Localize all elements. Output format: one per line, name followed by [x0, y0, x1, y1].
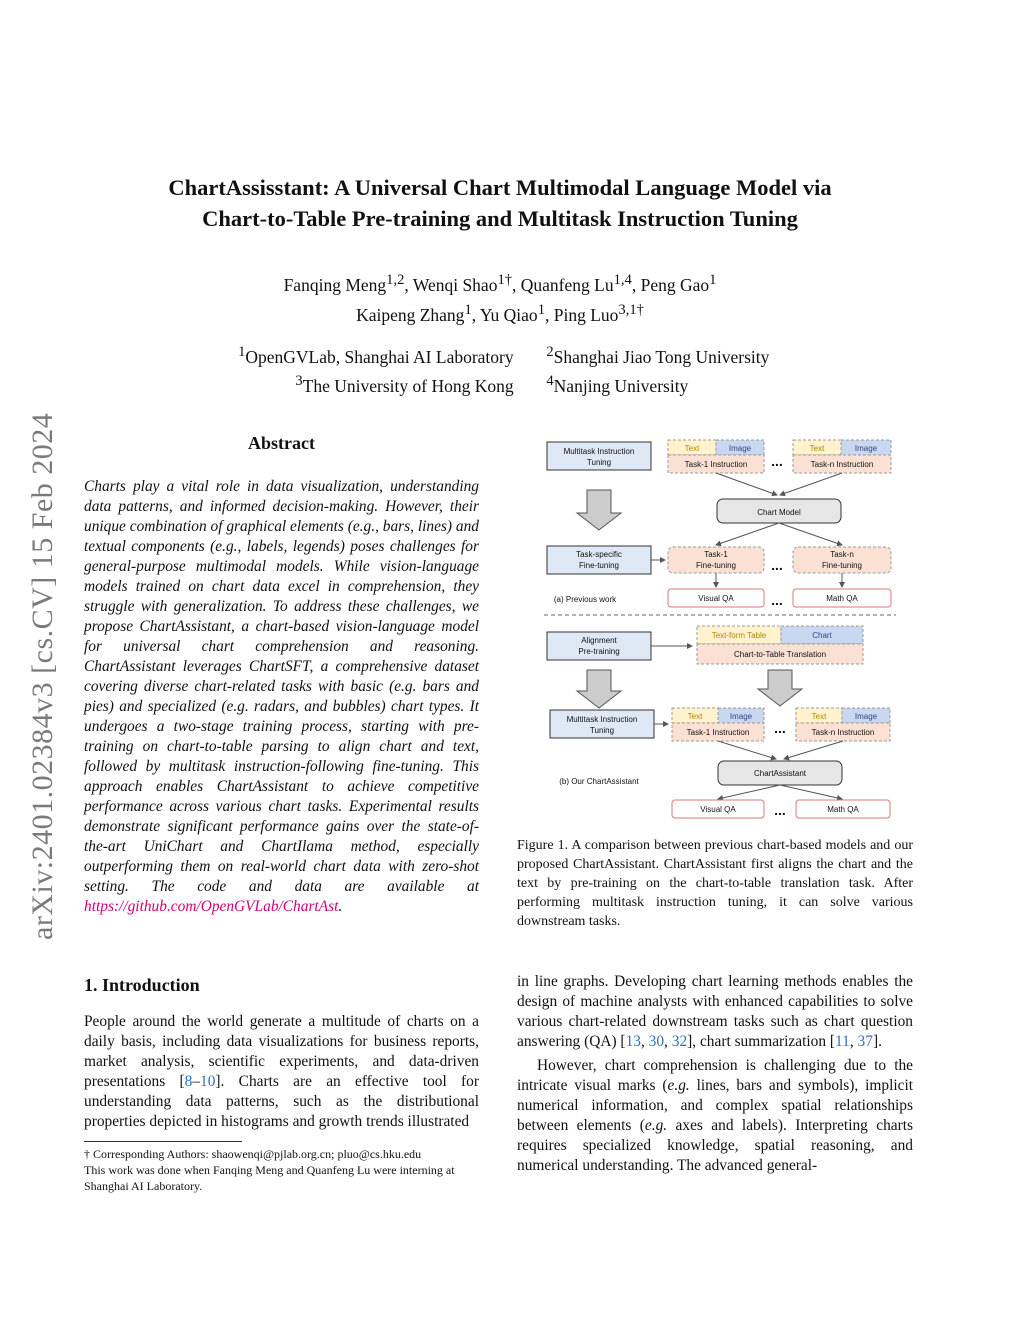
fig-label: Task-1 Instruction — [684, 460, 748, 469]
fig-label: Text — [687, 712, 703, 721]
intro-text: However, chart comprehension is challenging due to the intricate visual marks ( — [517, 1057, 913, 1094]
affiliation: The University of Hong Kong — [302, 375, 514, 396]
fig-label: Chart-to-Table Translation — [733, 650, 827, 659]
author: Ping Luo — [553, 304, 619, 325]
fig-label: ChartAssistant — [753, 769, 807, 778]
footnote-rule — [84, 1141, 242, 1142]
fig-ellipsis: ... — [774, 802, 786, 818]
figure-1 — [540, 435, 900, 825]
fig-label: Tuning — [586, 458, 612, 467]
fig-label: Chart — [812, 631, 832, 640]
eg: e.g. — [644, 1117, 668, 1134]
footnotes — [84, 1146, 482, 1194]
fig-label: Text — [809, 444, 825, 453]
fig-label: Task-specific — [576, 550, 622, 559]
big-down-arrow — [577, 670, 621, 708]
intro-text: ]. — [872, 1033, 882, 1050]
fig-ellipsis: ... — [771, 592, 783, 608]
fig-label: Visual QA — [700, 805, 736, 814]
intro-heading: 1. Introduction — [84, 975, 200, 995]
fig-label: Visual QA — [698, 594, 734, 603]
fig-label: Multitask Instruction — [563, 447, 635, 456]
fig-ellipsis: ... — [771, 453, 783, 469]
author: Peng Gao — [640, 274, 710, 295]
intro-text: axes and labels). Interpreting charts requires specialized knowledge, spatial reasoning, and numerical understanding. The advanced general- — [517, 1117, 914, 1174]
intro-paragraph-continued: in line graphs. Developing chart learning methods enables the design of machine analysts with enhanced capabilities to solve various chart-related downstream tasks such as chart question answering (QA) [13, 30, 32], chart summarization [11, 37]. — [517, 973, 913, 1050]
intro-text: lines, bars and symbols), implicit numerical information, and complex spatial relationships between elements ( — [517, 1077, 913, 1134]
eg: e.g. — [667, 1077, 690, 1094]
fig-label: Text-form Table — [711, 631, 767, 640]
fig-arrow — [779, 523, 842, 545]
fig-label: Pre-training — [578, 647, 620, 656]
affil-sup: 4 — [546, 372, 554, 389]
intro-text: People around the world generate a multitude of charts on a daily basis, including data visualizations for business reports, market analysis, scientific experiments, and data-driven presentations [ — [84, 1013, 479, 1090]
citation-link[interactable]: 37 — [857, 1033, 873, 1050]
fig-caption-a: (a) Previous work — [553, 595, 617, 604]
fig-arrow — [780, 785, 842, 799]
fig-label: Fine-tuning — [821, 561, 863, 570]
author-sup: 1 — [537, 301, 545, 318]
author: Wenqi Shao — [412, 274, 498, 295]
fig-label: Fine-tuning — [578, 561, 620, 570]
affil-sup: 3 — [295, 372, 303, 389]
affil-sup: 1 — [238, 344, 246, 360]
author-sup: 1,4 — [613, 272, 632, 288]
fig-arrow — [784, 741, 843, 759]
fig-label: Image — [728, 444, 752, 453]
fig-caption-b: (b) Our ChartAssistant — [559, 777, 639, 786]
intro-right-column — [517, 972, 913, 1176]
fig-ellipsis: ... — [774, 720, 786, 736]
affiliations — [80, 340, 920, 398]
big-down-arrow — [577, 490, 621, 530]
fig-label: Text — [811, 712, 827, 721]
code-link[interactable]: https://github.com/OpenGVLab/ChartAst — [84, 898, 339, 915]
paper-title — [80, 172, 920, 234]
citation-link[interactable]: 11 — [835, 1033, 850, 1050]
affiliation: OpenGVLab, Shanghai AI Laboratory — [245, 346, 514, 367]
author: Fanqing Meng — [283, 274, 387, 295]
author-list: Fanqing Meng$^{1,2}$, Wenqi Shao$^{1\dagger}$, Quanfeng Lu$^{1,4}$, Peng Gao$^1$ Kaipeng Zhang$^1$, Yu Qiao$^1$, Ping Luo$^{3,1\dagger}$ — [283, 272, 717, 325]
author-sup: 1† — [497, 272, 513, 288]
fig-label: Tuning — [589, 726, 615, 735]
fig-arrow — [716, 473, 777, 495]
abstract-heading: Abstract — [248, 433, 315, 453]
figure-caption: Figure 1. A comparison between previous chart-based models and our proposed ChartAssistant. ChartAssistant first aligns the chart and the text by pre-training on the chart-to-table translation task. After performing multitask instruction tuning, it can solve various downstream tasks. — [517, 838, 913, 929]
abstract-text: Charts play a vital role in data visualization, understanding data patterns, and informed decision-making. However, their unique combination of graphical elements (e.g., bars, lines) and textual components (e.g., labels, legends) poses challenges for general-purpose multimodal models. While vision-language models trained on chart data excel in comprehension, they struggle with generalization. To address these challenges, we propose ChartAssistant, a chart-based vision-language model for universal chart comprehension and reasoning. ChartAssistant leverages ChartSFT, a comprehensive dataset covering diverse chart-related tasks with basic (e.g. bars and pies) and specialized (e.g. radars, and bubbles) chart types. It undergoes a two-stage training process, starting with pre-training on chart-to-table parsing to align chart and text, followed by multitask instruction-following fine-tuning. This approach enables ChartAssistant to achieve competitive performance across various chart tasks. Experimental results demonstrate significant performance gains over the state-of-the-art UniChart and ChartIlama method, especially outperforming them on real-world chart data with zero-shot setting. The code and data are available at — [84, 478, 479, 895]
intro-text-overflow: ]. Charts are an effective tool for understanding data patterns, such as the distributional properties depicted in histograms and growth trends illustrated — [84, 1073, 479, 1130]
arxiv-side-label: arXiv:2401.02384v3 [cs.CV] 15 Feb 2024 — [26, 412, 59, 940]
fig-label: Text — [684, 444, 700, 453]
fig-label: Chart Model — [757, 508, 801, 517]
fig-arrow — [718, 785, 780, 799]
fig-arrow — [716, 523, 779, 545]
citation-link[interactable]: 10 — [200, 1073, 216, 1090]
comma: , — [849, 1033, 858, 1050]
citation-link[interactable]: 32 — [671, 1033, 688, 1050]
author-sup: 1 — [464, 301, 472, 318]
title-line-1: ChartAssisstant: A Universal Chart Multimodal Language Model via — [168, 175, 832, 200]
fig-label: Task-1 Instruction — [686, 728, 750, 737]
intro-text: – — [192, 1073, 201, 1090]
intro-left-column — [84, 1012, 479, 1132]
affiliation: Nanjing University — [553, 375, 689, 396]
fig-label: Image — [729, 712, 753, 721]
fig-arrow — [718, 741, 776, 759]
fig-label: Task-n Instruction — [811, 728, 875, 737]
fig-label: Alignment — [581, 636, 617, 645]
intro-text: ], chart summarization [ — [687, 1033, 836, 1050]
affiliation: Shanghai Jiao Tong University — [553, 346, 770, 367]
footnote-1: † Corresponding Authors: shaowenqi@pjlab.org.cn; pluo@cs.hku.edu — [84, 1147, 422, 1161]
fig-label: Math QA — [826, 594, 858, 603]
citation-link[interactable]: 30 — [648, 1033, 665, 1050]
citation-link[interactable]: 13 — [625, 1033, 641, 1050]
fig-label: Math QA — [827, 805, 859, 814]
fig-label: Image — [854, 712, 878, 721]
author-sup: 1,2 — [386, 272, 405, 288]
fig-label: Task-n — [830, 550, 854, 559]
comma: , — [664, 1033, 672, 1050]
footnote-2: This work was done when Fanqing Meng and Quanfeng Lu were interning at Shanghai AI Laboratory. — [84, 1163, 455, 1193]
author-sup: 3,1† — [618, 301, 644, 318]
author: Kaipeng Zhang — [356, 304, 465, 325]
citation-link[interactable]: 8 — [184, 1073, 193, 1090]
big-down-arrow — [758, 670, 802, 706]
fig-arrow — [780, 473, 842, 495]
author: Quanfeng Lu — [520, 274, 614, 295]
abstract-body: Charts play a vital role in data visualization, understanding data patterns, and informed decision-making. However, their unique combination of graphical elements (e.g., bars, lines) and textual components (e.g., labels, legends) poses challenges for general-purpose multimodal models. While vision-language models trained on chart data excel in comprehension, they struggle with generalization. To address these challenges, we propose ChartAssistant, a chart-based vision-language model for universal chart comprehension and reasoning. ChartAssistant leverages ChartSFT, a comprehensive dataset covering diverse chart-related tasks with basic (e.g. bars and pies) and specialized (e.g. radars, and bubbles) chart types. It undergoes a two-stage training process, starting with pre-training on chart-to-table parsing to align chart and text, followed by multitask instruction-following fine-tuning. This approach enables ChartAssistant to achieve competitive performance across various chart tasks. Experimental results demonstrate significant performance gains over the state-of-the-art UniChart and ChartIlama method, especially outperforming them on real-world chart data with zero-shot setting. The code and data are available at https://github.com/OpenGVLab/ChartAst. — [84, 478, 479, 915]
affil-sup: 2 — [546, 344, 554, 360]
fig-label: Multitask Instruction — [566, 715, 638, 724]
fig-label: Task-1 — [704, 550, 728, 559]
fig-label: Image — [854, 444, 878, 453]
comma: , — [640, 1033, 649, 1050]
author: Yu Qiao — [479, 304, 538, 325]
author-sup: 1 — [709, 272, 717, 288]
intro-paragraph-2 — [517, 1056, 913, 1176]
title-line-2: Chart-to-Table Pre-training and Multitask Instruction Tuning — [202, 206, 798, 231]
fig-label: Fine-tuning — [695, 561, 737, 570]
fig-ellipsis: ... — [771, 557, 783, 573]
fig-label: Task-n Instruction — [810, 460, 874, 469]
